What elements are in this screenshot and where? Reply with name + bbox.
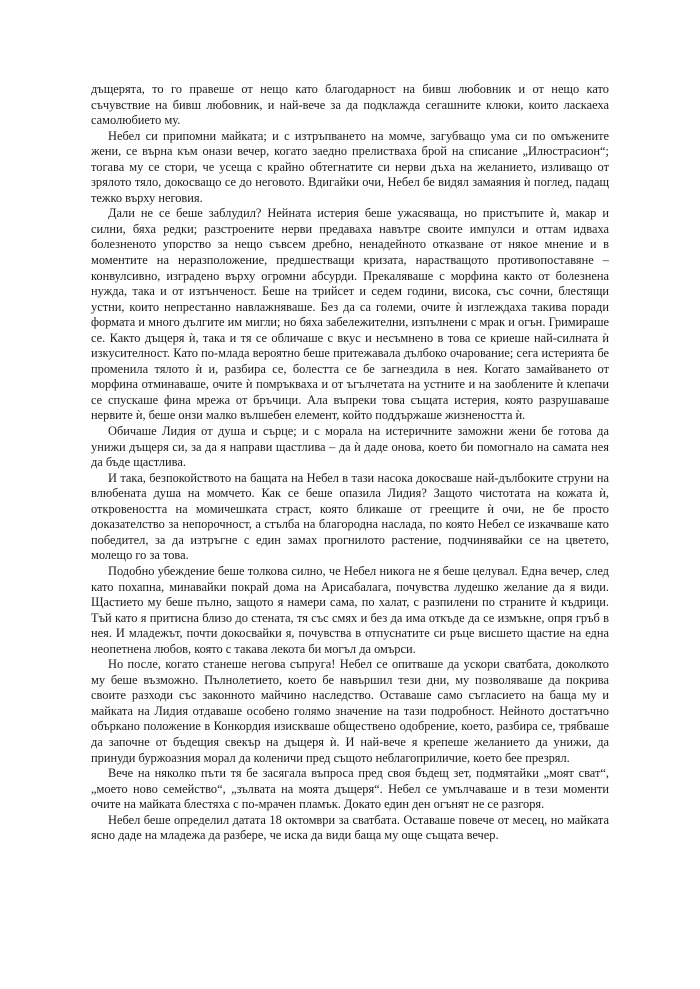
paragraph-5: И така, безпокойството на бащата на Небел в тази насока докосваше най-дълбоките струни на влюбената душа на момчето. Как се беше опазила Лидия? Защото чистотата на кожата ѝ, откровеността на момичешката страст, която бликаше от греещите ѝ очи, не бе просто доказателство за непорочност, а стълба на благородна наслада, по която Небел се изкачваше като победител, за да изтръгне с един замах прогнилото растение, подчинявайки се на цветето, молещо го за това.: [91, 470, 609, 563]
paragraph-2: Небел си припомни майката; и с изтръпването на момче, загубващо ума си по омъжените жени, се върна към онази вечер, когато заедно прелистваха брой на списание „Илюстрасион“; тогава му се стори, че усеща с крайно обтегнатите си нерви дъха на желанието, изливащо от зрялото тяло, докосващо се до неговото. Вдигайки очи, Небел бе видял замаяния ѝ поглед, падащ тежко върху неговия.: [91, 128, 609, 205]
paragraph-3: Дали не се беше заблудил? Нейната истерия беше ужасяваща, но пристъпите ѝ, макар и силни, бяха редки; разстроените нерви предаваха навътре своите импулси и оттам идваха болезненото упорство за нещо съвсем дребно, ненадейното отказване от някое мнение и в моментите на неразположение, предшестващи кризата, нарастващото противопоставяне – конвулсивно, изградено върху огромни абсурди. Прекаляваше с морфина както от болезнена нужда, така и от изтънченост. Беше на трийсет и седем години, висока, със сочни, блестящи устни, които непрестанно навлажняваше. Без да са големи, очите ѝ изглеждаха такива поради формата и много дългите им мигли; но бяха забележителни, изпълнени с мрак и огън. Гримираше се. Както дъщеря ѝ, така и тя се обличаше с вкус и несъмнено в това се криеше най-силната ѝ изкусителност. Като по-млада вероятно беше притежавала дълбоко очарование; сега истерията бе променила тялото ѝ и, разбира се, болестта се бе загнездила в нея. Когато замайването от морфина отминаваше, очите ѝ помръкваха и от ъгълчетата на устните и на заоблените ѝ клепачи се спускаше фина мрежа от бръчици. Ала въпреки това същата истерия, която разрушаваше нервите ѝ, беше онзи малко вълшебен елемент, който поддържаше жизнеността ѝ.: [91, 206, 609, 423]
paragraph-1: дъщерята, то го правеше от нещо като благодарност на бивш любовник и от нещо като съчувствие на бивш любовник, и най-вече за да подклажда сегашните клюки, които ласкаеха самолюбието му.: [91, 82, 609, 128]
paragraph-7: Но после, когато станеше негова съпруга! Небел се опитваше да ускори сватбата, доколкото му беше възможно. Пълнолетието, което бе навършил тези дни, му позволяваше да покрива своите разходи със законното майчино наследство. Оставаше само съгласието на баща му и майката на Лидия отдаваше особено голямо значение на тази подробност. Нейното достатъчно объркано положение в Конкордия изискваше обществено одобрение, което, разбира се, трябваше да започне от бъдещия свекър на дъщеря ѝ. И най-вече я крепеше желанието да унижи, да принуди буржоазния морал да коленичи пред същото неблагоприличие, което бее презрял.: [91, 657, 609, 765]
paragraph-8: Вече на няколко пъти тя бе засягала въпроса пред своя бъдещ зет, подмятайки „моят сват“, „моето ново семейство“, „зълвата на моята дъщеря“. Небел се умълчаваше и в тези моменти очите на майката блестяха с по-мрачен пламък. Докато един ден огънят не се разгоря.: [91, 766, 609, 812]
paragraph-4: Обичаше Лидия от душа и сърце; и с морала на истеричните заможни жени бе готова да унижи дъщеря си, за да я направи щастлива – да ѝ даде онова, което би помогнало на самата нея да бъде щастлива.: [91, 424, 609, 470]
document-body: [91, 82, 609, 844]
paragraph-6: Подобно убеждение беше толкова силно, че Небел никога не я беше целувал. Една вечер, след като похапна, минавайки покрай дома на Арисабалага, почувства лудешко желание да я види. Щастието му беше пълно, защото я намери сама, по халат, с разпилени по страните ѝ къдрици. Тъй като я притисна близо до стената, тя със смях и без да има откъде да се измъкне, опря гръб в нея. И младежът, почти докосвайки я, почувства в отпуснатите си ръце висшето щастие на една неопетнена любов, която с такава лекота би могъл да омърси.: [91, 563, 609, 656]
paragraph-9: Небел беше определил датата 18 октомври за сватбата. Оставаше повече от месец, но майката ясно даде на младежа да разбере, че иска да види баща му още същата вечер.: [91, 812, 609, 843]
